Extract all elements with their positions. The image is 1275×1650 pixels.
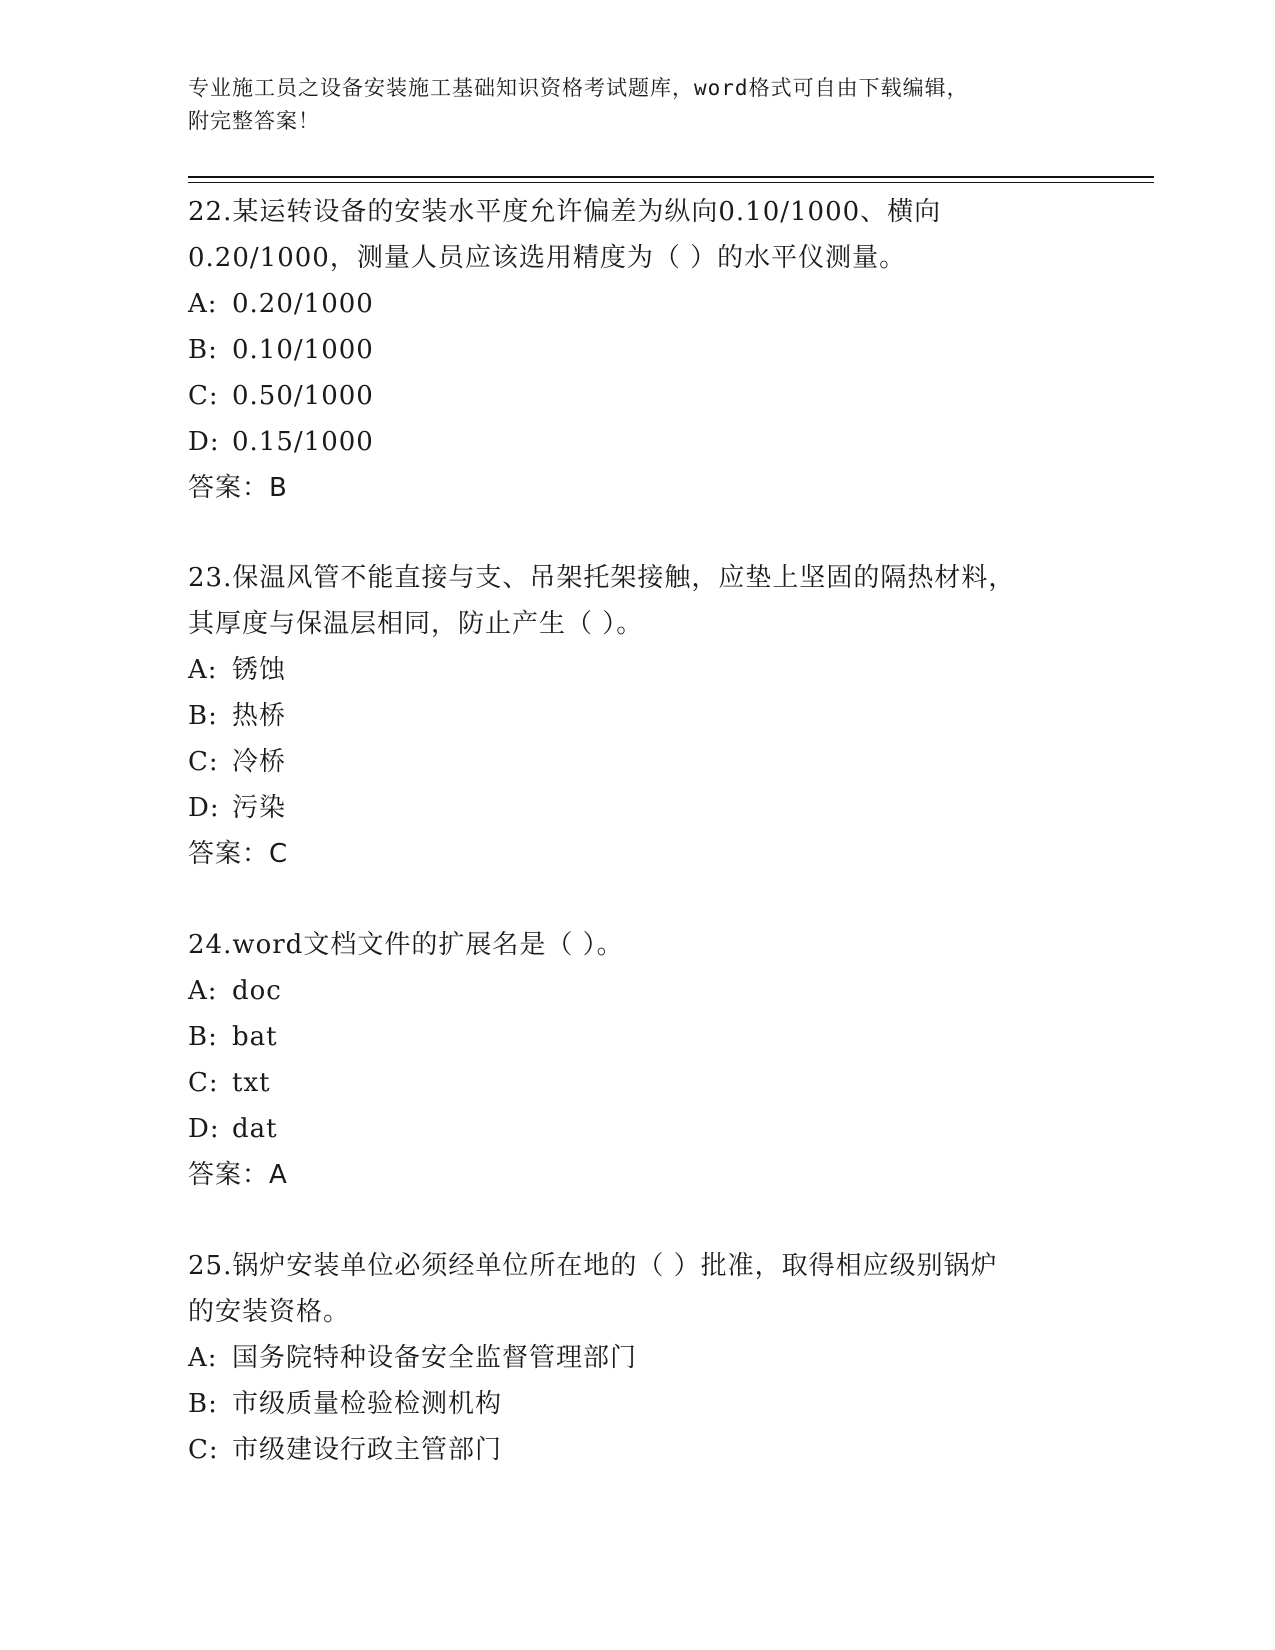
option-c bbox=[188, 739, 1088, 785]
question-stem-line: 23.保温风管不能直接与支、吊架托架接触，应垫上坚固的隔热材料， bbox=[188, 563, 1016, 593]
option-a bbox=[188, 968, 1088, 1014]
option-key: C: bbox=[188, 381, 219, 411]
question-stem bbox=[188, 922, 1088, 968]
answer-line: 答案：B bbox=[188, 473, 288, 503]
option-text: 0.10/1000 bbox=[232, 335, 374, 365]
option-b bbox=[188, 1014, 1088, 1060]
option-text: 市级质量检验检测机构 bbox=[232, 1389, 503, 1419]
option-key: A: bbox=[188, 289, 218, 319]
option-key: B: bbox=[188, 335, 218, 365]
option-text: 国务院特种设备安全监督管理部门 bbox=[232, 1343, 638, 1373]
option-b bbox=[188, 693, 1088, 739]
option-d bbox=[188, 419, 1088, 465]
option-text: 0.20/1000 bbox=[232, 289, 374, 319]
option-text: dat bbox=[232, 1114, 278, 1144]
option-c bbox=[188, 373, 1088, 419]
header-line-1: 专业施工员之设备安装施工基础知识资格考试题库，word格式可自由下载编辑， bbox=[188, 76, 969, 100]
option-text: 热桥 bbox=[232, 701, 287, 731]
header-divider-thick bbox=[188, 176, 1154, 178]
answer-line: 答案：A bbox=[188, 1160, 288, 1190]
question-stem bbox=[188, 555, 1088, 647]
question-24 bbox=[188, 922, 1088, 1198]
option-c bbox=[188, 1060, 1088, 1106]
option-text: 0.15/1000 bbox=[232, 427, 374, 457]
option-a bbox=[188, 1335, 1088, 1381]
option-text: 市级建设行政主管部门 bbox=[232, 1435, 503, 1465]
option-c bbox=[188, 1427, 1088, 1473]
document-header bbox=[188, 72, 1088, 138]
option-d bbox=[188, 1106, 1088, 1152]
option-d bbox=[188, 785, 1088, 831]
header-divider-thin bbox=[188, 182, 1154, 183]
answer-line: 答案：C bbox=[188, 839, 289, 869]
option-key: A: bbox=[188, 655, 218, 685]
question-25 bbox=[188, 1243, 1088, 1473]
option-key: D: bbox=[188, 1114, 220, 1144]
option-key: D: bbox=[188, 793, 220, 823]
option-text: bat bbox=[232, 1022, 278, 1052]
option-b bbox=[188, 327, 1088, 373]
option-a bbox=[188, 281, 1088, 327]
option-key: C: bbox=[188, 747, 219, 777]
option-key: B: bbox=[188, 1022, 218, 1052]
option-key: A: bbox=[188, 1343, 218, 1373]
option-text: 冷桥 bbox=[232, 747, 287, 777]
question-23 bbox=[188, 555, 1088, 877]
option-key: B: bbox=[188, 1389, 218, 1419]
option-key: B: bbox=[188, 701, 218, 731]
option-text: 污染 bbox=[232, 793, 287, 823]
option-key: A: bbox=[188, 976, 218, 1006]
header-line-2: 附完整答案！ bbox=[188, 109, 320, 133]
option-text: txt bbox=[232, 1068, 271, 1098]
question-stem-line: 0.20/1000，测量人员应该选用精度为（ ）的水平仪测量。 bbox=[188, 243, 907, 273]
question-stem bbox=[188, 1243, 1088, 1335]
option-text: 锈蚀 bbox=[232, 655, 287, 685]
question-stem-line: 的安装资格。 bbox=[188, 1297, 351, 1327]
option-key: C: bbox=[188, 1435, 219, 1465]
option-text: doc bbox=[232, 976, 282, 1006]
question-stem-line: 22.某运转设备的安装水平度允许偏差为纵向0.10/1000、横向 bbox=[188, 197, 942, 227]
option-key: C: bbox=[188, 1068, 219, 1098]
question-stem-line: 24.word文档文件的扩展名是（ ）。 bbox=[188, 930, 624, 960]
option-a bbox=[188, 647, 1088, 693]
option-b bbox=[188, 1381, 1088, 1427]
question-stem-line: 25.锅炉安装单位必须经单位所在地的（ ）批准，取得相应级别锅炉 bbox=[188, 1251, 998, 1281]
question-stem bbox=[188, 189, 1088, 281]
option-text: 0.50/1000 bbox=[232, 381, 374, 411]
question-22 bbox=[188, 189, 1088, 511]
option-key: D: bbox=[188, 427, 220, 457]
question-stem-line: 其厚度与保温层相同，防止产生（ ）。 bbox=[188, 609, 644, 639]
